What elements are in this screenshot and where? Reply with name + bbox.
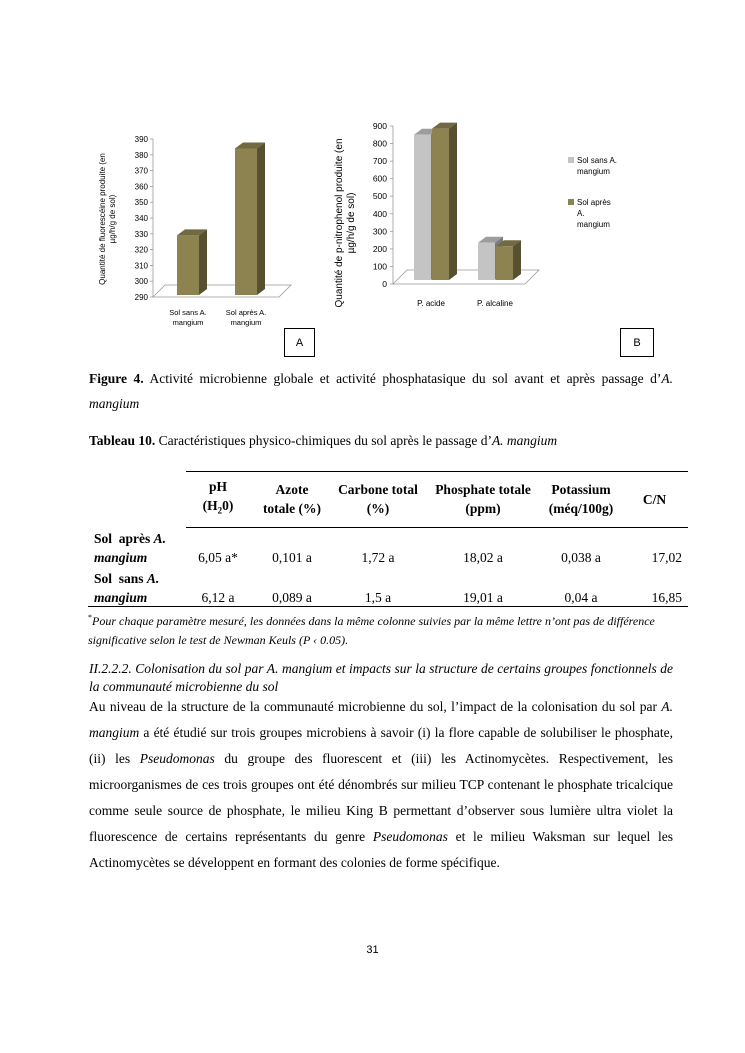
y-tick-label: 800 bbox=[372, 138, 387, 149]
panel-label-a: A bbox=[284, 328, 315, 357]
table-cell: 1,72 a bbox=[361, 550, 395, 565]
y-tick-label: 330 bbox=[134, 229, 148, 239]
table-cell: 0,038 a bbox=[561, 550, 601, 565]
x-tick-label: P. acide bbox=[417, 299, 445, 308]
footnote-mark: * bbox=[88, 613, 92, 622]
x-tick-label: Sol après A. mangium bbox=[225, 308, 267, 327]
y-tick-label: 350 bbox=[134, 198, 148, 208]
legend-swatch bbox=[568, 157, 574, 163]
y-tick-label: 370 bbox=[134, 166, 148, 176]
table-header-cell: Carbone total (%) bbox=[338, 482, 418, 516]
y-tick-label: 600 bbox=[372, 173, 387, 184]
bar-side bbox=[513, 240, 521, 280]
table-cell: 0,04 a bbox=[564, 590, 598, 605]
y-tick-label: 300 bbox=[134, 277, 148, 287]
y-tick-label: 320 bbox=[134, 245, 148, 255]
y-tick-label: 500 bbox=[372, 191, 387, 202]
y-tick-label: 400 bbox=[372, 208, 387, 219]
y-tick-label: 340 bbox=[134, 214, 148, 223]
y-tick-label: 700 bbox=[372, 156, 387, 167]
bar bbox=[496, 246, 513, 280]
bar bbox=[177, 235, 199, 295]
x-tick-label: P. alcaline bbox=[477, 299, 513, 308]
table-cell: 0,089 a bbox=[272, 590, 312, 605]
table-cell: 6,05 a* bbox=[198, 550, 238, 565]
legend-swatch bbox=[568, 199, 574, 205]
y-tick-label: 0 bbox=[382, 279, 387, 289]
table-cell: 18,02 a bbox=[463, 550, 503, 565]
figure-caption-text: Activité microbienne globale et activité phosphatasique du sol avant et après passage d’ bbox=[143, 371, 662, 386]
y-tick-label: 300 bbox=[372, 226, 387, 237]
table-header-cell: Azote totale (%) bbox=[262, 482, 322, 516]
bar-side bbox=[449, 123, 457, 280]
table-row bbox=[88, 567, 688, 607]
section-paragraph: Au niveau de la structure de la communauté microbienne du sol, l’impact de la colonisation du sol par A. mangium a été étudié sur trois groupes microbiens à savoir (i) la flore capable de solubiliser le phosphate, (ii) les Pseudomonas du groupe des fluorescent et (iii) les Actinomycètes. Respectivement, les microorganismes de ces trois groupes ont été dénombrés sur milieu TCP contenant le phosphate tricalcique comme seule source de phosphate, le milieu King B permettant d’observer sous lumière ultra violet la fluorescence de certains représentants du genre Pseudomonas et le milieu Waksman sur lequel les Actinomycètes se développent en formant des colonies de forme spécifique. bbox=[89, 699, 673, 870]
table-cell: 16,85 bbox=[651, 590, 682, 605]
table-cell: 1,5 a bbox=[364, 590, 392, 605]
table-caption-text: Caractéristiques physico-chimiques du sol après le passage d’ bbox=[155, 433, 492, 448]
table-header-cell: Phosphate totale (ppm) bbox=[435, 482, 531, 516]
table-footnote bbox=[88, 608, 678, 650]
chart-a bbox=[95, 125, 300, 335]
y-tick-label: 360 bbox=[134, 182, 148, 192]
table-cell: 6,12 a bbox=[201, 590, 235, 605]
bar bbox=[235, 148, 257, 295]
chart-floor bbox=[153, 285, 291, 297]
bar bbox=[478, 243, 495, 280]
table-header-cell: C/N bbox=[642, 491, 667, 507]
y-tick-label: 380 bbox=[134, 150, 148, 160]
table-header-cell: Potassium (méq/100g) bbox=[548, 482, 614, 516]
legend-entry: Sol sans A. mangium bbox=[577, 156, 618, 176]
table-caption-species: A. mangium bbox=[491, 433, 558, 448]
physico-chemical-table bbox=[88, 471, 688, 607]
bar-side bbox=[257, 142, 265, 295]
y-tick-label: 100 bbox=[372, 261, 387, 272]
figure-label: Figure 4. bbox=[89, 371, 144, 386]
y-tick-label: 290 bbox=[134, 293, 148, 302]
x-tick-label: Sol sans A. mangium bbox=[169, 308, 207, 327]
bar bbox=[414, 135, 431, 280]
table-row bbox=[88, 527, 688, 567]
table-cell: 17,02 bbox=[651, 550, 682, 565]
section-heading: II.2.2.2. Colonisation du sol par A. mangium et impacts sur la structure de certains groupes fonctionnels de la communauté microbienne du sol bbox=[89, 661, 673, 694]
table-cell: 0,101 a bbox=[272, 550, 312, 565]
table-label: Tableau 10. bbox=[89, 433, 156, 448]
chart-b bbox=[330, 105, 630, 335]
y-tick-label: 310 bbox=[134, 261, 148, 271]
footnote-text: Pour chaque paramètre mesuré, les données dans la même colonne suivies par la même lettre n’ont pas de différence significative selon le test de Newman Keuls (P ‹ 0.05). bbox=[88, 614, 655, 647]
table-header-row bbox=[88, 471, 688, 527]
figure-caption-species: A. mangium bbox=[89, 371, 673, 411]
y-axis-label: Quantité de p-nitrophenol produite (enµg/h/g de sol) bbox=[334, 138, 357, 308]
panel-label-b: B bbox=[620, 328, 654, 357]
table-caption bbox=[89, 428, 673, 453]
y-tick-label: 390 bbox=[134, 135, 148, 144]
figure-caption bbox=[89, 366, 673, 416]
table-cell: 19,01 a bbox=[463, 590, 503, 605]
y-tick-label: 900 bbox=[372, 121, 387, 131]
page-number: 31 bbox=[366, 944, 379, 956]
y-axis-label: Quantité de fluorescéine produite (enµg/h/g de sol) bbox=[98, 153, 117, 285]
legend-entry: Sol après A. mangium bbox=[577, 198, 611, 229]
y-tick-label: 200 bbox=[372, 243, 387, 254]
row-label: Sol après A. mangium bbox=[94, 531, 167, 565]
table-header-cell: pH $(H_20)$ bbox=[202, 479, 234, 516]
bar bbox=[432, 129, 449, 280]
row-label: Sol sans A. mangium bbox=[94, 571, 160, 605]
bar-side bbox=[199, 229, 207, 295]
